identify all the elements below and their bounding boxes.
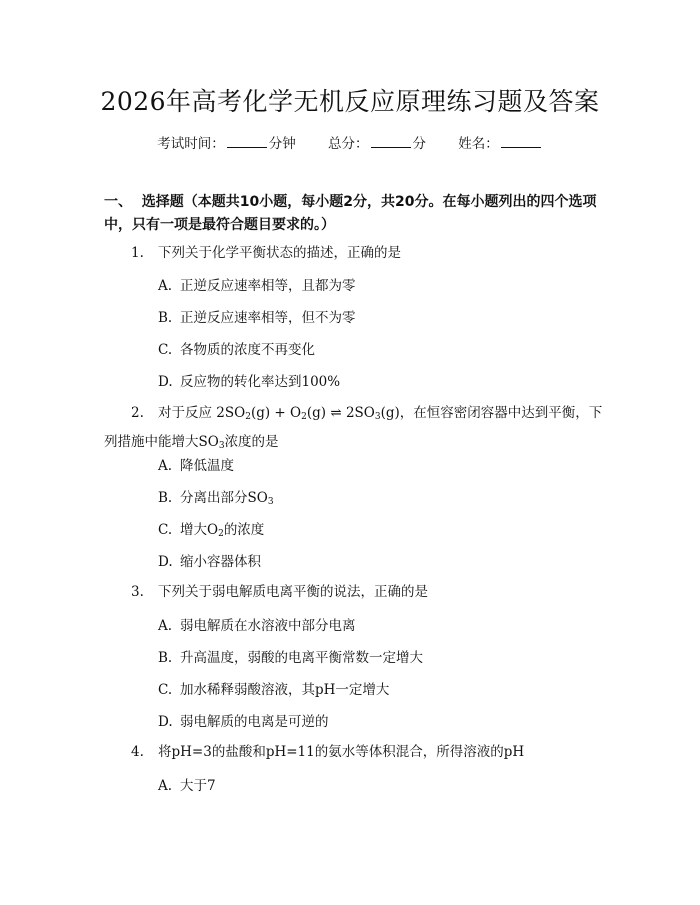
option-label: D.	[158, 374, 173, 390]
option-label: B.	[158, 490, 173, 506]
option-label: C.	[158, 682, 173, 698]
option-4a	[158, 776, 216, 796]
stem-line2-prefix: 列措施中能增大	[104, 434, 199, 450]
stem-prefix: 对于反应	[158, 405, 212, 421]
option-text: 增大O	[180, 522, 219, 538]
question-stem: 下列关于弱电解质电离平衡的说法，正确的是	[158, 584, 428, 600]
time-unit: 分钟	[268, 136, 296, 152]
option-2a	[158, 456, 234, 476]
option-text: 正逆反应速率相等，但不为零	[180, 310, 356, 326]
question-stem-line-2	[104, 430, 601, 459]
option-3a	[158, 616, 356, 636]
question-stem-line-1	[131, 401, 601, 430]
option-text: 加水稀释弱酸溶液，其pH一定增大	[180, 682, 390, 698]
reactant-2-subscript: 2	[301, 412, 307, 422]
option-3d	[158, 712, 329, 732]
option-label: B.	[158, 650, 173, 666]
reactant-2: O	[290, 405, 302, 421]
stem-species: SO	[198, 434, 219, 450]
option-text-after: 的浓度	[223, 522, 265, 538]
time-label: 考试时间：	[157, 136, 225, 152]
reactant-1-state: (g)	[250, 405, 271, 421]
option-1a	[158, 276, 356, 296]
option-text: 分离出部分SO	[180, 490, 268, 506]
name-blank	[501, 135, 541, 148]
reactant-1-subscript: 2	[245, 412, 251, 422]
section-number: 一、	[104, 194, 132, 210]
stem-line2-suffix: 浓度的是	[224, 434, 279, 450]
option-label: B.	[158, 310, 173, 326]
product: 2SO	[345, 405, 375, 421]
plus-sign: +	[274, 405, 286, 421]
question-number: 3.	[131, 584, 144, 600]
question-stem: 将pH=3的盐酸和pH=11的氨水等体积混合，所得溶液的pH	[158, 744, 525, 760]
score-blank	[371, 135, 411, 148]
option-1d	[158, 372, 340, 392]
option-label: D.	[158, 554, 173, 570]
option-text: 降低温度	[180, 458, 234, 474]
score-label: 总分：	[328, 136, 369, 152]
reactant-1: 2SO	[216, 405, 246, 421]
option-text: 弱电解质的电离是可逆的	[180, 714, 329, 730]
stem-mid: ，在恒容密闭容器中达到平衡，下	[399, 405, 603, 421]
option-1c	[158, 340, 315, 360]
question-3	[131, 580, 601, 605]
exam-meta	[0, 132, 700, 152]
option-label: A.	[158, 278, 173, 294]
option-text: 正逆反应速率相等，且都为零	[180, 278, 356, 294]
option-subscript: 2	[218, 529, 224, 539]
option-3b	[158, 648, 423, 668]
option-text: 弱电解质在水溶液中部分电离	[180, 618, 356, 634]
option-label: C.	[158, 342, 173, 358]
total-score	[328, 136, 426, 152]
name-label: 姓名：	[458, 136, 499, 152]
reactant-2-state: (g)	[306, 405, 327, 421]
page-title: 2026年高考化学无机反应原理练习题及答案	[100, 87, 600, 116]
exam-time	[157, 136, 296, 152]
section-text: 选择题（本题共10小题，每小题2分，共20分。在每小题列出的四个选项中，只有一项是最符合题目要求的。）	[104, 194, 597, 233]
option-label: A.	[158, 458, 173, 474]
question-1	[131, 241, 601, 266]
option-3c	[158, 680, 389, 700]
score-unit: 分	[412, 136, 426, 152]
product-state: (g)	[380, 405, 400, 421]
equilibrium-arrow: ⇌	[330, 405, 342, 421]
option-label: A.	[158, 618, 173, 634]
question-stem: 下列关于化学平衡状态的描述，正确的是	[158, 245, 401, 261]
question-2	[104, 401, 603, 459]
question-number: 2.	[131, 405, 144, 421]
product-subscript: 3	[374, 412, 381, 422]
student-name	[458, 136, 543, 152]
time-blank	[227, 135, 267, 148]
option-1b	[158, 308, 356, 328]
stem-species-subscript: 3	[218, 441, 225, 451]
option-label: C.	[158, 522, 173, 538]
reaction-equation	[216, 405, 399, 421]
option-2d	[158, 552, 261, 572]
section-heading	[104, 191, 604, 237]
question-number: 1.	[131, 245, 144, 261]
option-2b	[158, 488, 274, 512]
option-text: 反应物的转化率达到100%	[180, 374, 341, 390]
question-number: 4.	[131, 744, 144, 760]
option-label: A.	[158, 778, 173, 794]
option-subscript: 3	[267, 497, 274, 507]
option-2c	[158, 520, 264, 544]
option-text: 缩小容器体积	[180, 554, 261, 570]
option-text: 升高温度，弱酸的电离平衡常数一定增大	[180, 650, 423, 666]
option-label: D.	[158, 714, 173, 730]
option-text: 大于7	[180, 778, 216, 794]
option-text: 各物质的浓度不再变化	[180, 342, 315, 358]
question-4	[131, 740, 601, 765]
